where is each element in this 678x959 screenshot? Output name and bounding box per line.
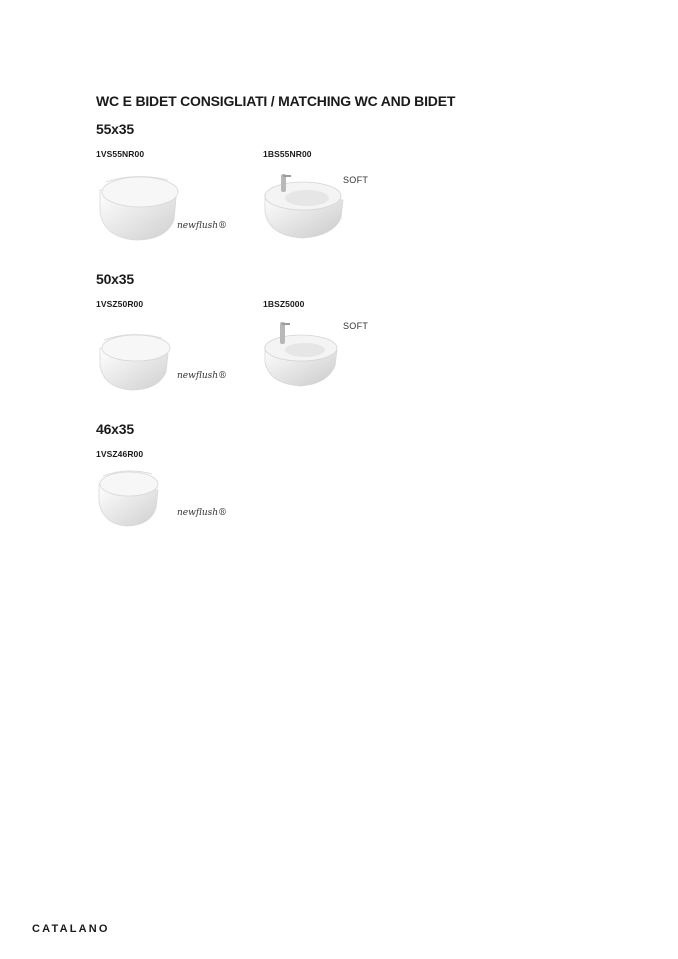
wc-image [96,326,176,392]
size-heading-55x35: 55x35 [96,121,134,137]
newflush-badge: newflush® [177,371,228,381]
wc-image [96,168,186,244]
wc-code: 1VSZ50R00 [96,299,144,309]
wc-code: 1VS55NR00 [96,149,145,159]
soft-label: SOFT [343,321,369,331]
bidet-code: 1BS55NR00 [263,149,312,159]
brand-logo: CATALANO [32,923,110,935]
newflush-badge: newflush® [177,221,228,231]
size-heading-50x35: 50x35 [96,271,134,287]
bidet-code: 1BSZ5000 [263,299,305,309]
wc-image [96,464,162,528]
size-heading-46x35: 46x35 [96,421,134,437]
soft-label: SOFT [343,175,369,185]
newflush-badge: newflush® [177,508,228,518]
bidet-image [263,320,339,388]
wc-code: 1VSZ46R00 [96,449,144,459]
bidet-image [263,170,345,240]
page-title: WC E BIDET CONSIGLIATI / MATCHING WC AND BIDET [96,93,456,109]
